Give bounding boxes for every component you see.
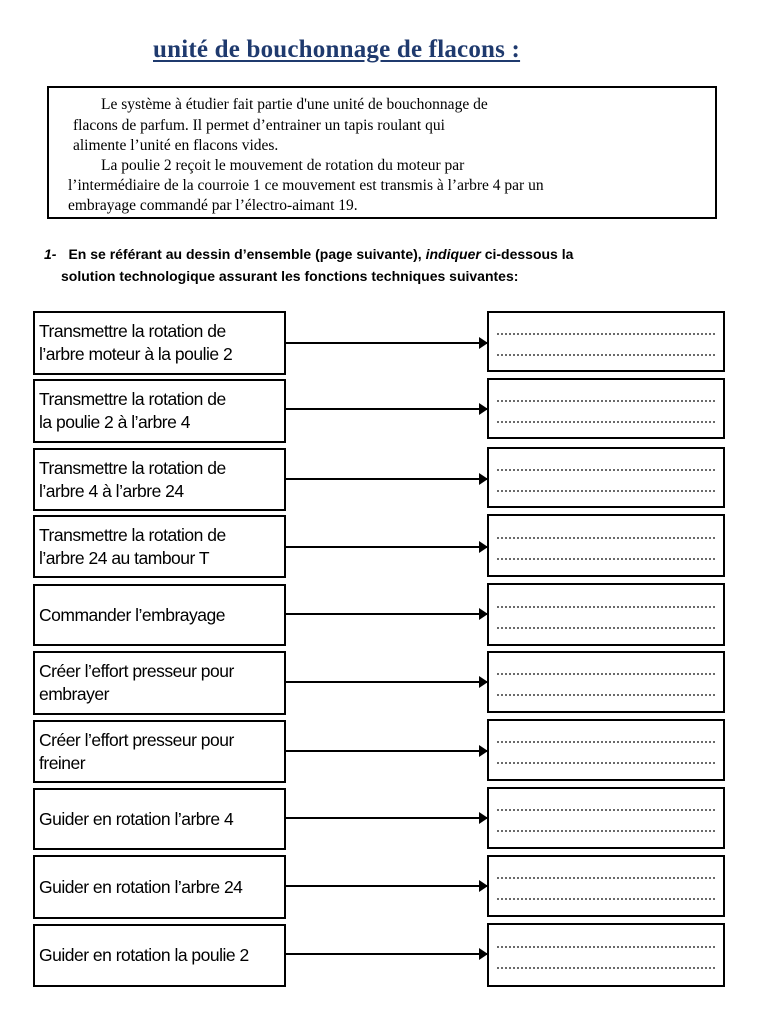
function-box-4: [33, 515, 286, 578]
function-label-line1: Guider en rotation l’arbre 4: [39, 808, 234, 829]
answer-dotted-line: [497, 673, 715, 675]
arrow-2: [286, 408, 487, 410]
function-box-3: [33, 448, 286, 511]
arrow-10: [286, 953, 487, 955]
function-label-line1: Créer l’effort presseur pour: [39, 661, 234, 681]
function-label-line1: Guider en rotation l’arbre 24: [39, 876, 243, 897]
function-label-line1: Transmettre la rotation de: [39, 524, 226, 545]
answer-box-3[interactable]: [487, 447, 725, 508]
function-label-line2: l’arbre 4 à l’arbre 24: [39, 480, 184, 501]
function-label-line1: Transmettre la rotation de: [39, 389, 226, 409]
function-box-2: [33, 379, 286, 443]
answer-box-1[interactable]: [487, 311, 725, 372]
intro-line: Le système à étudier fait partie d'une unité de bouchonnage de: [101, 96, 488, 113]
answer-box-6[interactable]: [487, 651, 725, 713]
intro-line: alimente l’unité en flacons vides.: [73, 137, 279, 154]
answer-dotted-line: [497, 469, 715, 471]
function-box-5: [33, 584, 286, 646]
question-text-part2: ci-dessous la: [480, 246, 574, 262]
function-label-line2: l’arbre moteur à la poulie 2: [39, 344, 233, 364]
function-box-10: [33, 924, 286, 987]
arrow-8: [286, 817, 487, 819]
function-box-1: [33, 311, 286, 375]
answer-dotted-line: [497, 354, 715, 356]
arrow-4: [286, 546, 487, 548]
function-box-6: [33, 651, 286, 715]
function-label-line1: Transmettre la rotation de: [39, 457, 226, 478]
function-label-line2: freiner: [39, 752, 86, 773]
function-box-9: [33, 855, 286, 919]
answer-dotted-line: [497, 490, 715, 492]
answer-dotted-line: [497, 627, 715, 629]
function-label-line1: Guider en rotation la poulie 2: [39, 945, 249, 965]
intro-line: flacons de parfum. Il permet d’entrainer un tapis roulant qui: [73, 117, 445, 134]
function-box-7: [33, 720, 286, 783]
answer-dotted-line: [497, 967, 715, 969]
arrow-7: [286, 750, 487, 752]
answer-dotted-line: [497, 537, 715, 539]
arrow-5: [286, 613, 487, 615]
function-label-line1: Commander l’embrayage: [39, 604, 225, 625]
answer-box-5[interactable]: [487, 583, 725, 646]
answer-box-7[interactable]: [487, 719, 725, 781]
question-1: [44, 243, 573, 287]
function-label-line1: Créer l’effort presseur pour: [39, 729, 234, 750]
answer-dotted-line: [497, 741, 715, 743]
function-label-line1: Transmettre la rotation de: [39, 321, 226, 341]
intro-box: [47, 86, 717, 219]
question-text-emphasis: indiquer: [425, 246, 481, 262]
intro-line: l’intermédiaire de la courroie 1 ce mouvement est transmis à l’arbre 4 par un: [68, 177, 544, 194]
answer-dotted-line: [497, 558, 715, 560]
answer-box-2[interactable]: [487, 378, 725, 439]
answer-dotted-line: [497, 606, 715, 608]
answer-box-9[interactable]: [487, 855, 725, 917]
answer-dotted-line: [497, 809, 715, 811]
intro-line: embrayage commandé par l’électro-aimant 19.: [68, 197, 358, 214]
answer-dotted-line: [497, 762, 715, 764]
function-label-line2: l’arbre 24 au tambour T: [39, 547, 210, 568]
question-number: 1-: [44, 246, 57, 262]
arrow-3: [286, 478, 487, 480]
question-text-part1: En se référant au dessin d’ensemble (page suivante),: [68, 246, 426, 262]
intro-line: La poulie 2 reçoit le mouvement de rotation du moteur par: [101, 157, 465, 174]
answer-dotted-line: [497, 694, 715, 696]
answer-dotted-line: [497, 898, 715, 900]
arrow-9: [286, 885, 487, 887]
answer-dotted-line: [497, 830, 715, 832]
page-title: unité de bouchonnage de flacons :: [153, 36, 521, 63]
answer-box-10[interactable]: [487, 923, 725, 987]
answer-dotted-line: [497, 333, 715, 335]
answer-box-8[interactable]: [487, 787, 725, 849]
arrow-6: [286, 681, 487, 683]
answer-dotted-line: [497, 877, 715, 879]
function-label-line2: embrayer: [39, 684, 109, 704]
question-text-line2: solution technologique assurant les fonctions techniques suivantes:: [61, 268, 519, 284]
answer-box-4[interactable]: [487, 514, 725, 577]
answer-dotted-line: [497, 946, 715, 948]
answer-dotted-line: [497, 421, 715, 423]
function-box-8: [33, 788, 286, 850]
answer-dotted-line: [497, 400, 715, 402]
function-label-line2: la poulie 2 à l’arbre 4: [39, 412, 190, 432]
arrow-1: [286, 342, 487, 344]
